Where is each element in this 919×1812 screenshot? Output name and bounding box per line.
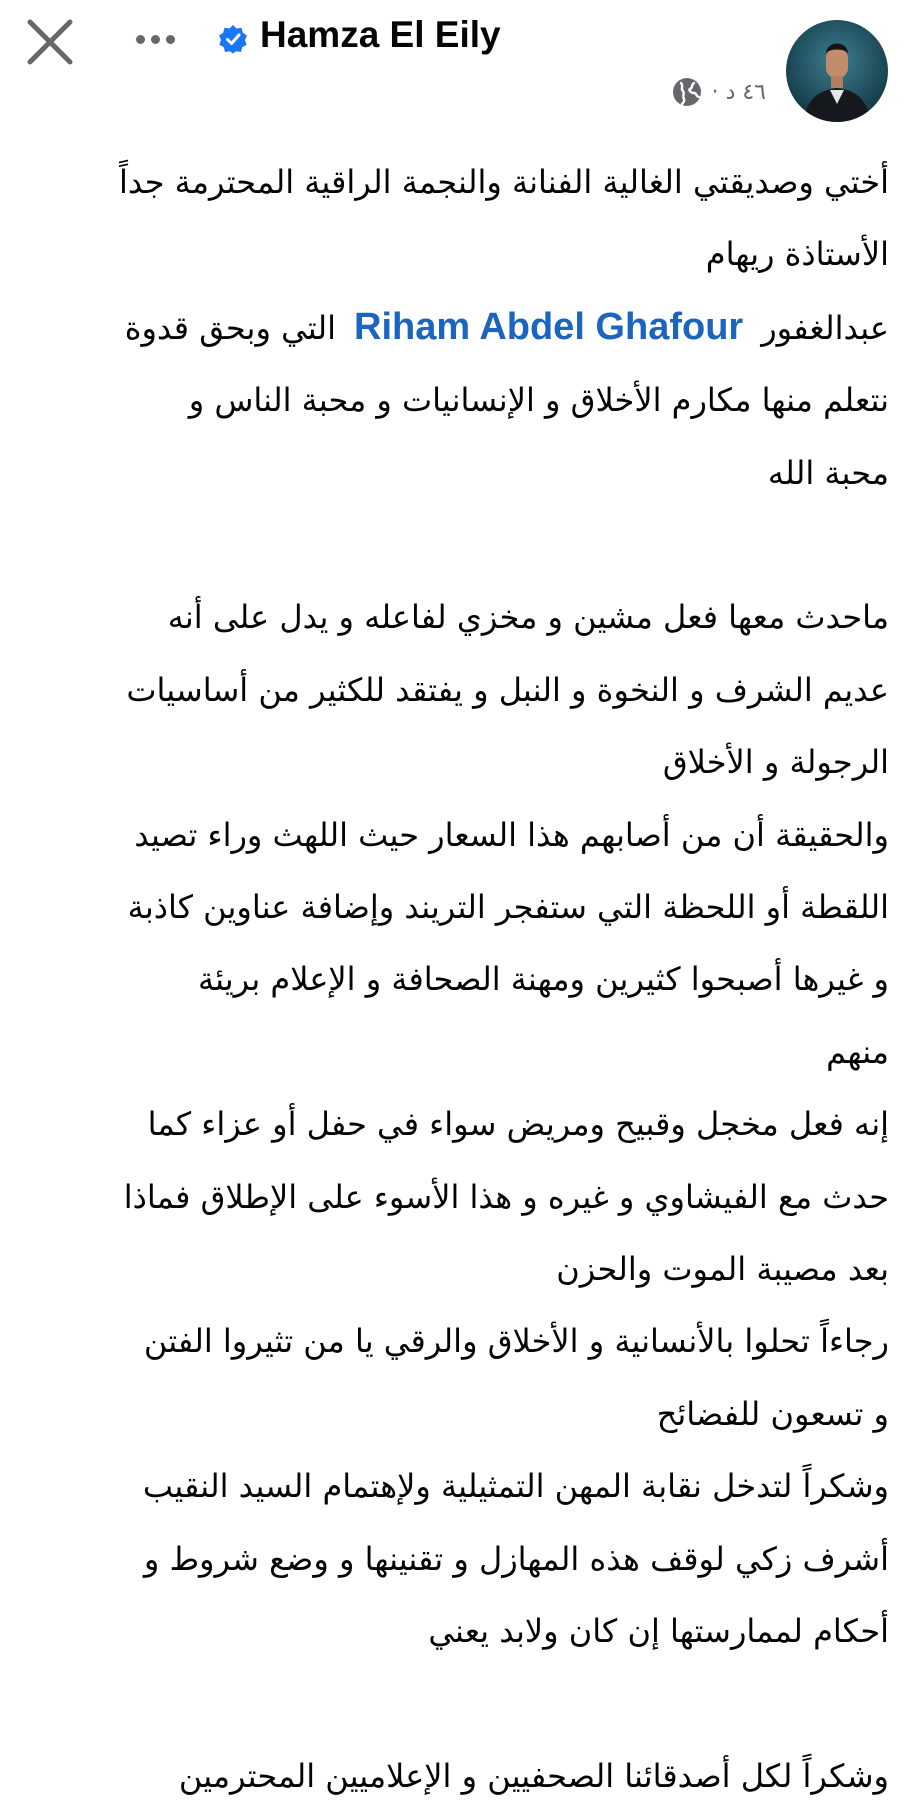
post-text-fragment: عبدالغفور bbox=[761, 308, 889, 347]
post-text-fragment: التي وبحق قدوة bbox=[124, 308, 337, 347]
post-line: منهم bbox=[826, 1032, 889, 1071]
post-line: إنه فعل مخجل وقبيح ومريض سواء في حفل أو عزاء كما bbox=[147, 1105, 889, 1144]
post-line: اللقطة أو اللحظة التي ستفجر التريند وإضافة عناوين كاذبة bbox=[127, 888, 889, 927]
mention-link[interactable]: Riham Abdel Ghafour bbox=[354, 305, 744, 348]
author-avatar[interactable] bbox=[786, 20, 888, 122]
post-line: الرجولة و الأخلاق bbox=[662, 743, 889, 782]
globe-icon bbox=[672, 77, 702, 107]
post-line-with-mention bbox=[46, 291, 889, 364]
post-line: حدث مع الفيشاوي و غيره و هذا الأسوء على الإطلاق فماذا bbox=[123, 1177, 889, 1216]
post-line: ماحدث معها فعل مشين و مخزي لفاعله و يدل على أنه bbox=[167, 598, 889, 637]
post-line: رجاءاً تحلوا بالأنسانية و الأخلاق والرقي يا من تثيروا الفتن bbox=[143, 1322, 889, 1361]
post-meta bbox=[672, 74, 766, 110]
verified-badge-icon bbox=[218, 24, 248, 54]
post-line: والحقيقة أن من أصابهم هذا السعار حيث اللهث وراء تصيد bbox=[134, 815, 889, 854]
post-line: أشرف زكي لوقف هذه المهازل و تقنينها و وضع شروط و bbox=[143, 1539, 889, 1578]
blank-line bbox=[46, 1668, 889, 1740]
post-line: عديم الشرف و النخوة و النبل و يفتقد للكثير من أساسيات bbox=[126, 670, 889, 709]
post-line: محبة الله bbox=[767, 453, 889, 492]
post-line: أحكام لممارستها إن كان ولابد يعني bbox=[428, 1612, 889, 1651]
avatar-image bbox=[786, 20, 888, 122]
post-line: وشكراً لتدخل نقابة المهن التمثيلية ولإهتمام السيد النقيب bbox=[142, 1467, 889, 1506]
author-name[interactable]: Hamza El Eily bbox=[260, 14, 501, 55]
close-icon bbox=[22, 14, 78, 70]
post-line: بعد مصيبة الموت والحزن bbox=[556, 1250, 889, 1289]
post-line: نتعلم منها مكارم الأخلاق و الإنسانيات و محبة الناس و bbox=[188, 381, 889, 420]
post-line: و تسعون للفضائح bbox=[656, 1394, 889, 1433]
more-icon bbox=[136, 35, 145, 44]
more-options-button[interactable] bbox=[136, 28, 192, 52]
post-line: و غيرها أصبحوا كثيرين ومهنة الصحافة و الإعلام بريئة bbox=[197, 960, 889, 999]
post-line: الأستاذة ريهام bbox=[705, 235, 889, 274]
post-line: أختي وصديقتي الغالية الفنانة والنجمة الراقية المحترمة جداً bbox=[119, 163, 889, 201]
post-text bbox=[46, 146, 889, 1812]
post-timestamp[interactable]: ٤٦ د · bbox=[711, 79, 766, 105]
blank-line bbox=[46, 509, 889, 581]
close-button[interactable] bbox=[22, 14, 78, 70]
post-header bbox=[0, 0, 919, 130]
post-line: وشكراً لكل أصدقائنا الصحفيين و الإعلاميين المحترمين bbox=[178, 1756, 889, 1795]
